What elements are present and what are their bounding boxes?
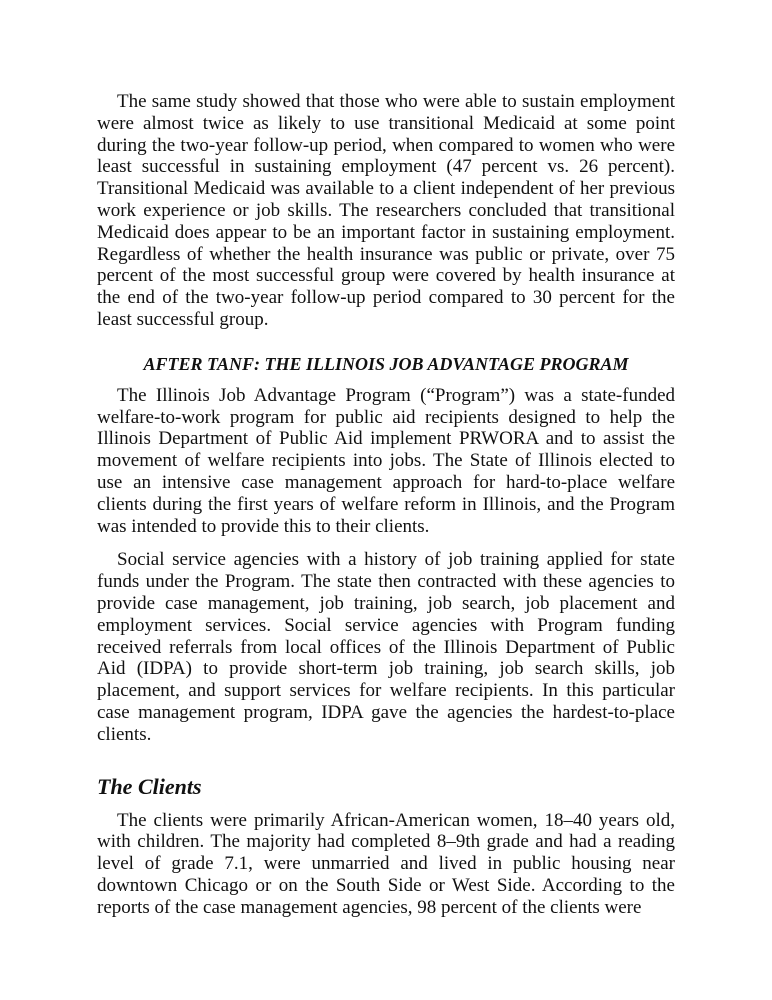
section-heading: AFTER TANF: THE ILLINOIS JOB ADVANTAGE PROGRAM	[143, 353, 629, 374]
subsection-heading: The Clients	[97, 773, 202, 799]
body-paragraph: The Illinois Job Advantage Program (“Program”) was a state-funded welfare-to-work program for public aid recipients designed to help the Illinois Department of Public Aid implement PRWORA and to assist the movement of welfare recipients into jobs. The State of Illinois elected to use an intensive case management approach for hard-to-place welfare clients during the first years of welfare reform in Illinois, and the Program was intended to provide this to their clients.	[97, 384, 675, 537]
body-paragraph: Social service agencies with a history of job training applied for state funds under the Program. The state then contracted with these agencies to provide case management, job training, job search, job placement and employment services. Social service agencies with Program funding received referrals from local offices of the Illinois Department of Public Aid (IDPA) to provide short-term job training, job search skills, job placement, and support services for welfare recipients. In this particular case management program, IDPA gave the agencies the hardest-to-place clients.	[97, 549, 675, 745]
body-paragraph: The same study showed that those who were able to sustain employment were almost twice as likely to use transitional Medicaid at some point during the two-year follow-up period, when compared to women who were least successful in sustaining employment (47 percent vs. 26 percent). Transitional Medicaid was available to a client independent of her previous work experience or job skills. The researchers concluded that transitional Medicaid does appear to be an important factor in sustaining employment. Regardless of whether the health insurance was public or private, over 75 percent of the most successful group were covered by health insurance at the end of the two-year follow-up period compared to 30 percent for the least successful group.	[97, 91, 675, 330]
body-paragraph: The clients were primarily African-American women, 18–40 years old, with children. The majority had completed 8–9th grade and had a reading level of grade 7.1, were unmarried and lived in public housing near downtown Chicago or on the South Side or West Side. According to the reports of the case management agencies, 98 percent of the clients were	[97, 809, 675, 918]
document-page	[97, 91, 675, 919]
